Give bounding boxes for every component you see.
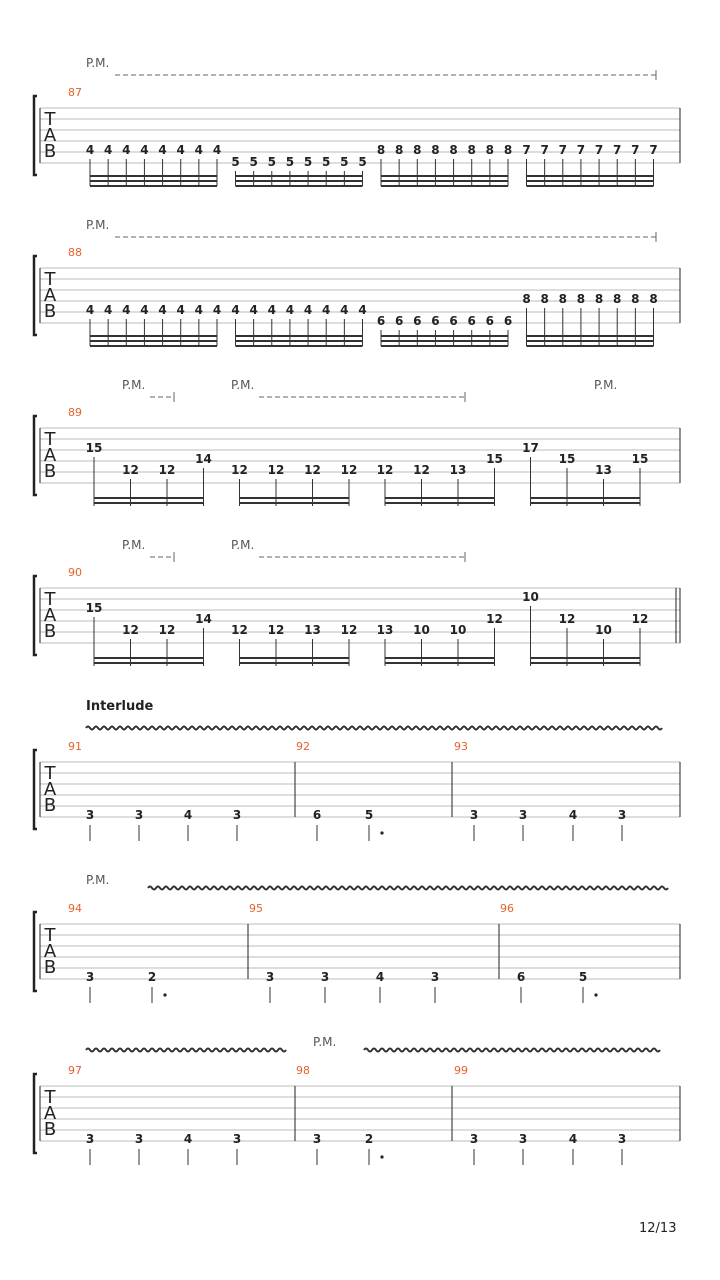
fret-number: 5 [267, 155, 276, 169]
fret-number: 7 [613, 143, 622, 157]
fret-number: 7 [594, 143, 604, 157]
fret-number: 5 [364, 808, 374, 822]
fret-number: 8 [485, 143, 495, 157]
vibrato-line-3 [86, 1049, 286, 1052]
tab-letter-b: B [43, 795, 57, 816]
measure-number: 98 [296, 1064, 310, 1077]
fret-number: 12 [158, 463, 176, 477]
system-bracket [34, 1074, 37, 1153]
fret-number: 10 [413, 623, 430, 637]
fret-number: 12 [376, 463, 394, 477]
fret-number: 4 [212, 303, 222, 317]
tab-letter-t: T [44, 925, 56, 946]
fret-number: 5 [303, 155, 313, 169]
tab-letter-a: A [43, 1103, 57, 1124]
fret-number: 6 [516, 970, 526, 984]
section-title-interlude: Interlude [86, 699, 154, 714]
tab-letter-t: T [44, 589, 56, 610]
fret-number: 12 [267, 463, 285, 477]
dot [380, 1155, 383, 1158]
tab-letter-b: B [43, 461, 57, 482]
measure-number: 93 [454, 740, 468, 753]
fret-number: 6 [467, 314, 476, 328]
fret-number: 4 [103, 303, 113, 317]
fret-number: 4 [122, 303, 131, 317]
vibrato-line-1 [86, 727, 662, 730]
tab-letter-t: T [44, 1087, 56, 1108]
fret-number: 2 [147, 970, 157, 984]
fret-number: 8 [376, 143, 386, 157]
fret-number: 6 [394, 314, 404, 328]
fret-number: 12 [486, 612, 503, 626]
fret-number: 7 [576, 143, 586, 157]
fret-number: 17 [522, 441, 539, 455]
fret-number: 12 [231, 623, 248, 637]
fret-number: 8 [631, 292, 640, 306]
system-bracket [34, 416, 37, 495]
palm-mute-1-label: P.M. [86, 56, 110, 70]
fret-number: 5 [358, 155, 367, 169]
palm-mute-7-label: P.M. [313, 1035, 337, 1049]
fret-number: 4 [140, 303, 149, 317]
fret-number: 10 [449, 623, 467, 637]
fret-number: 3 [469, 1132, 479, 1146]
fret-number: 3 [134, 808, 144, 822]
staff-system-1 [34, 96, 680, 175]
vibrato-line-4 [364, 1049, 660, 1052]
fret-number: 4 [176, 303, 185, 317]
fret-number: 4 [176, 143, 185, 157]
fret-number: 13 [595, 463, 612, 477]
fret-number: 6 [413, 314, 422, 328]
fret-number: 5 [578, 970, 588, 984]
fret-number: 12 [122, 623, 139, 637]
measure-number: 87 [68, 86, 82, 99]
fret-number: 15 [486, 452, 503, 466]
dot [380, 831, 383, 834]
fret-number: 12 [558, 612, 576, 626]
palm-mute-3a-label: P.M. [122, 378, 146, 392]
fret-number: 5 [340, 155, 349, 169]
tab-letter-b: B [43, 957, 57, 978]
fret-number: 8 [558, 292, 567, 306]
measure-number: 91 [68, 740, 82, 753]
fret-number: 7 [540, 143, 549, 157]
fret-number: 4 [375, 970, 385, 984]
fret-number: 4 [249, 303, 258, 317]
fret-number: 15 [85, 601, 103, 615]
fret-number: 8 [522, 292, 531, 306]
measure-number: 96 [500, 902, 514, 915]
system-bracket [34, 912, 37, 991]
fret-number: 4 [194, 303, 204, 317]
fret-number: 12 [267, 623, 285, 637]
tab-letter-a: A [43, 125, 57, 146]
measure-number: 92 [296, 740, 310, 753]
tab-letter-b: B [43, 621, 57, 642]
fret-number: 8 [467, 143, 476, 157]
fret-number: 3 [312, 1132, 322, 1146]
vibrato-line-2 [148, 887, 668, 890]
system-bracket [34, 256, 37, 335]
fret-number: 3 [265, 970, 275, 984]
fret-number: 4 [212, 143, 222, 157]
fret-number: 10 [522, 590, 539, 604]
fret-number: 4 [267, 303, 276, 317]
tab-letter-b: B [43, 1119, 57, 1140]
palm-mute-2-label: P.M. [86, 218, 110, 232]
fret-number: 12 [631, 612, 649, 626]
fret-number: 4 [85, 303, 95, 317]
fret-number: 3 [617, 1132, 627, 1146]
fret-number: 12 [231, 463, 248, 477]
fret-number: 6 [485, 314, 495, 328]
fret-number: 4 [322, 303, 331, 317]
measure-number: 95 [249, 902, 263, 915]
fret-number: 6 [376, 314, 386, 328]
page-number: 12/13 [639, 1221, 677, 1236]
fret-number: 6 [449, 314, 458, 328]
fret-number: 4 [194, 143, 204, 157]
fret-number: 2 [364, 1132, 374, 1146]
dot [163, 993, 166, 996]
fret-number: 8 [540, 292, 549, 306]
fret-number: 8 [449, 143, 458, 157]
tab-letter-t: T [44, 109, 56, 130]
tab-letter-a: A [43, 941, 57, 962]
fret-number: 6 [312, 808, 322, 822]
tab-letter-a: A [43, 445, 57, 466]
fret-number: 12 [340, 623, 358, 637]
fret-number: 3 [320, 970, 330, 984]
fret-number: 14 [195, 612, 212, 626]
fret-number: 3 [85, 970, 95, 984]
fret-number: 12 [413, 463, 430, 477]
fret-number: 4 [568, 1132, 578, 1146]
palm-mute-4a-label: P.M. [122, 538, 146, 552]
fret-number: 4 [183, 808, 193, 822]
fret-number: 10 [595, 623, 612, 637]
fret-number: 3 [518, 808, 528, 822]
fret-number: 4 [568, 808, 578, 822]
measure-number: 90 [68, 566, 82, 579]
fret-number: 3 [232, 1132, 242, 1146]
fret-number: 7 [631, 143, 640, 157]
fret-number: 6 [503, 314, 513, 328]
fret-number: 15 [631, 452, 649, 466]
fret-number: 4 [303, 303, 313, 317]
tab-letter-b: B [43, 141, 57, 162]
fret-number: 3 [469, 808, 479, 822]
fret-number: 12 [122, 463, 139, 477]
measure-number: 94 [68, 902, 82, 915]
measure-number: 89 [68, 406, 82, 419]
fret-number: 8 [613, 292, 622, 306]
tab-letter-t: T [44, 269, 56, 290]
fret-number: 8 [431, 143, 440, 157]
fret-number: 4 [140, 143, 149, 157]
fret-number: 4 [358, 303, 367, 317]
tab-letter-a: A [43, 605, 57, 626]
fret-number: 8 [394, 143, 404, 157]
fret-number: 6 [431, 314, 440, 328]
tab-letter-a: A [43, 779, 57, 800]
tab-letter-b: B [43, 301, 57, 322]
tab-letter-a: A [43, 285, 57, 306]
fret-number: 4 [158, 143, 167, 157]
fret-number: 15 [85, 441, 103, 455]
fret-number: 4 [103, 143, 113, 157]
fret-number: 8 [594, 292, 604, 306]
fret-number: 12 [158, 623, 176, 637]
fret-number: 4 [85, 143, 95, 157]
fret-number: 15 [558, 452, 576, 466]
fret-number: 5 [322, 155, 331, 169]
fret-number: 8 [503, 143, 513, 157]
staff-system-5 [34, 750, 680, 829]
fret-number: 3 [617, 808, 627, 822]
measure-number: 88 [68, 246, 82, 259]
fret-number: 12 [304, 463, 321, 477]
fret-number: 7 [522, 143, 531, 157]
fret-number: 8 [649, 292, 658, 306]
fret-number: 3 [430, 970, 440, 984]
fret-number: 5 [249, 155, 258, 169]
fret-number: 13 [449, 463, 467, 477]
system-bracket [34, 750, 37, 829]
dot [594, 993, 597, 996]
fret-number: 4 [122, 143, 131, 157]
fret-number: 13 [304, 623, 321, 637]
staff-system-7 [34, 1074, 680, 1153]
measure-number: 99 [454, 1064, 468, 1077]
fret-number: 3 [85, 808, 95, 822]
fret-number: 7 [649, 143, 658, 157]
palm-mute-3b-label: P.M. [231, 378, 255, 392]
fret-number: 12 [340, 463, 358, 477]
palm-mute-6-label: P.M. [86, 873, 110, 887]
fret-number: 4 [158, 303, 167, 317]
fret-number: 3 [85, 1132, 95, 1146]
palm-mute-3c-label: P.M. [594, 378, 618, 392]
fret-number: 3 [518, 1132, 528, 1146]
fret-number: 8 [413, 143, 422, 157]
fret-number: 5 [285, 155, 295, 169]
system-bracket [34, 96, 37, 175]
fret-number: 13 [376, 623, 394, 637]
tab-letter-t: T [44, 429, 56, 450]
fret-number: 4 [231, 303, 240, 317]
measure-number: 97 [68, 1064, 82, 1077]
palm-mute-4b-label: P.M. [231, 538, 255, 552]
fret-number: 3 [134, 1132, 144, 1146]
fret-number: 7 [558, 143, 567, 157]
fret-number: 4 [183, 1132, 193, 1146]
fret-number: 5 [231, 155, 240, 169]
fret-number: 3 [232, 808, 242, 822]
system-bracket [34, 576, 37, 655]
fret-number: 4 [285, 303, 295, 317]
fret-number: 14 [195, 452, 212, 466]
tab-letter-t: T [44, 763, 56, 784]
fret-number: 4 [340, 303, 349, 317]
fret-number: 8 [576, 292, 586, 306]
